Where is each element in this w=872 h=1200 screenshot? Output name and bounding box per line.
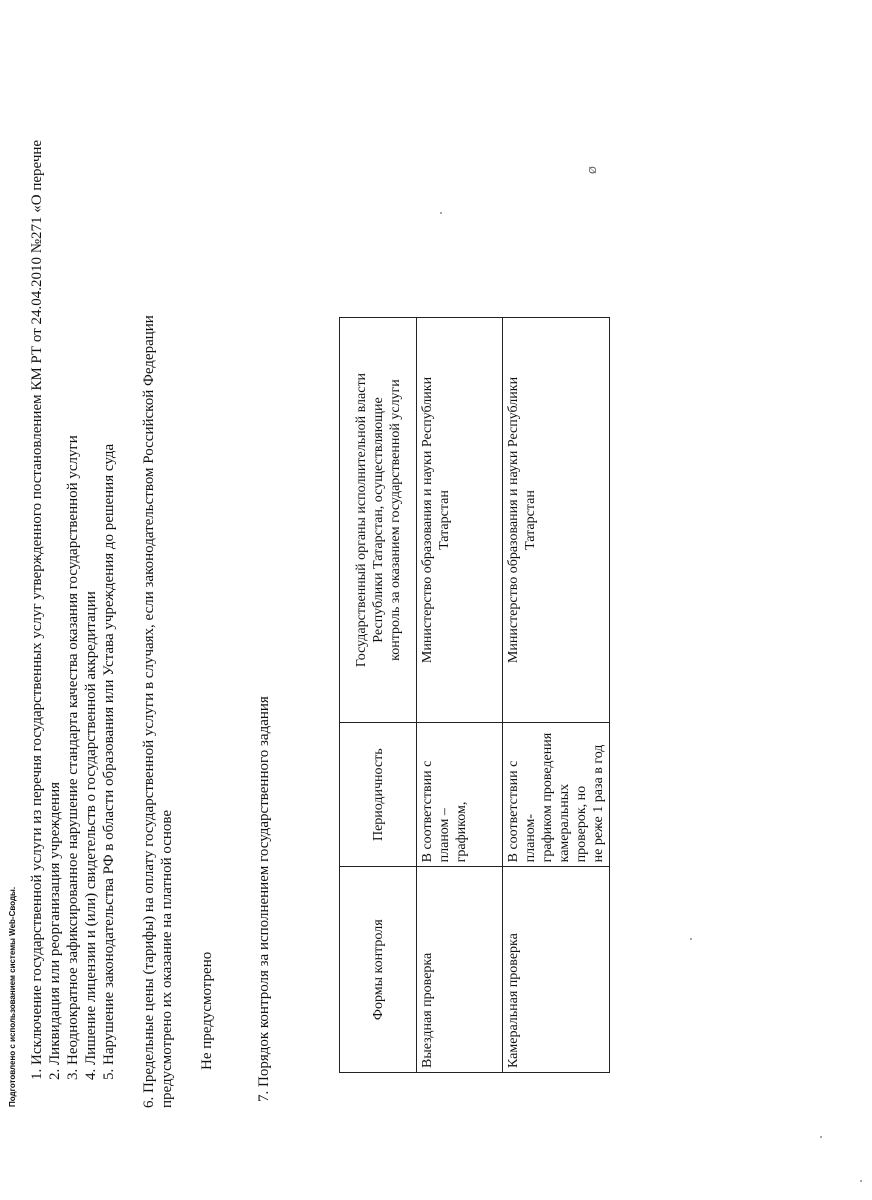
row2-period [503,723,610,867]
row2-period-line: не реже 1 раза в год [591,744,606,863]
scan-speck [440,212,442,214]
table-row [417,318,503,1073]
scan-speck [820,1136,822,1138]
section7-title: 7. Порядок контроля за исполнением государственного задания [256,696,272,1102]
row1-period-line: В соответствии с планом – [420,760,452,863]
section6-line2: предусмотрено их оказание на платной основе [159,809,175,1108]
section6-line1: 6. Предельные цены (тарифы) на оплату государственной услуги в случаях, если законодательством Российской Федерации [141,315,157,1108]
header-period: Периодичность [340,723,417,867]
row2-period-line: В соответствии с планом- [506,760,538,863]
scan-speck [860,1180,862,1182]
header-authority-line: Государственный органы исполнительной власти [353,372,369,668]
header-note: Подготовлено с использованием системы Web-Своды. [8,886,17,1107]
scan-speck [690,938,692,940]
table-row [503,318,610,1073]
row2-authority [503,318,610,723]
row2-authority-line: Министерство образования и науки Республики [506,376,521,664]
row1-period [417,723,503,867]
row1-authority [417,318,503,723]
row1-period-line: графиком, [454,801,469,863]
row2-form: Камеральная проверка [503,867,610,1073]
ground-item-5: 5. Нарушение законодательства РФ в области образования или Устава учреждения до решения суда [101,443,117,1080]
row2-period-line: камеральных проверок, но [557,783,589,863]
row1-authority-line: Татарстан [437,490,452,550]
margin-mark: Ø [588,166,599,174]
ground-item-4: 4. Лишение лицензии и (или) свидетельств о государственной аккредитации [83,591,99,1080]
header-authority-line: Республики Татарстан, осуществляющие [370,397,386,643]
table-header-row [340,318,417,1073]
row2-period-line: графиком проведения [540,732,555,863]
header-form: Формы контроля [340,867,417,1073]
section6-value: Не предусмотрено [199,951,215,1070]
row2-authority-line: Татарстан [523,490,538,550]
header-authority [340,318,417,723]
ground-item-1: 1. Исключение государственной услуги из перечня государственных услуг утвержденного постановлением КМ РТ от 24.04.2010 №271 «О перечне [29,139,45,1080]
row1-authority-line: Министерство образования и науки Республики [420,376,435,664]
control-table [339,317,610,1073]
ground-item-3: 3. Неоднократное зафиксированное нарушение стандарта качества оказания государственной услуги [65,435,81,1080]
header-authority-line: контроль за оказанием государственной услуги [387,379,403,661]
row1-form: Выездная проверка [417,867,503,1073]
ground-item-2: 2. Ликвидация или реорганизация учреждения [47,781,63,1080]
